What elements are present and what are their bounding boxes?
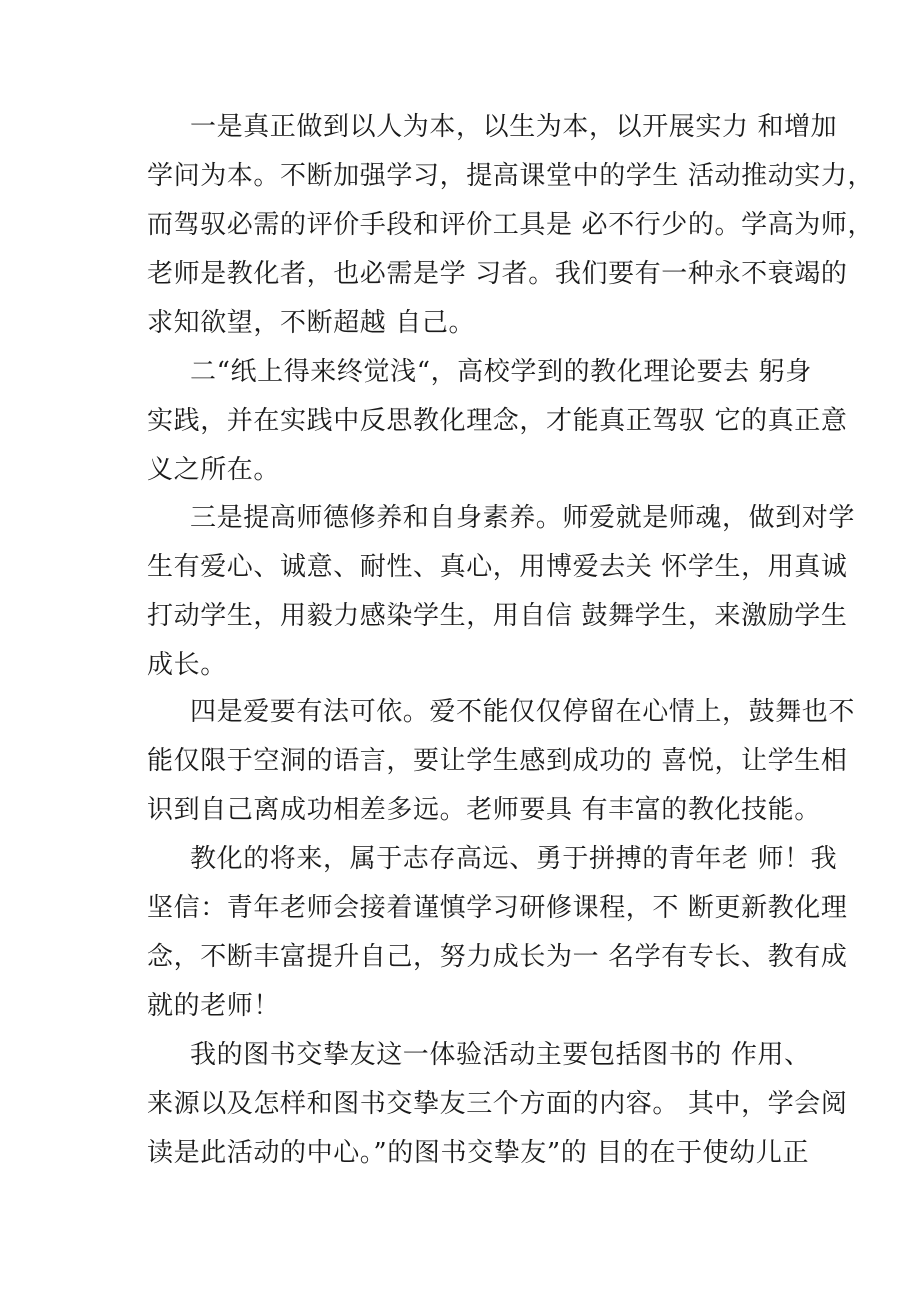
paragraph-3-line-1: 三是提高师德修养和自身素养。师爱就是师魂，做到对学 <box>190 503 856 533</box>
paragraph-1-line-5: 求知欲望，不断超越 自己。 <box>147 308 476 338</box>
paragraph-5-line-1: 教化的将来，属于志存高远、勇于拼搏的青年老 师！我 <box>190 844 838 874</box>
paragraph-2-line-1: 二“纸上得来终觉浅“，高校学到的教化理论要去 躬身 <box>190 357 812 387</box>
paragraph-4-line-2: 能仅限于空洞的语言，要让学生感到成功的 喜悦，让学生相 <box>147 746 848 776</box>
paragraph-1-line-1: 一是真正做到以人为本，以生为本，以开展实力 和增加 <box>190 112 838 142</box>
paragraph-3-line-2: 生有爱心、诚意、耐性、真心，用博爱去关 怀学生，用真诚 <box>147 552 848 582</box>
paragraph-6-line-1: 我的图书交挚友这一体验活动主要包括图书的 作用、 <box>190 1040 811 1070</box>
paragraph-6-line-2: 来源以及怎样和图书交挚友三个方面的内容。 其中，学会阅 <box>147 1089 848 1119</box>
paragraph-4-line-1: 四是爱要有法可依。爱不能仅仅停留在心情上，鼓舞也不 <box>190 697 856 727</box>
paragraph-3-line-3: 打动学生，用毅力感染学生，用自信 鼓舞学生，来激励学生 <box>147 601 848 631</box>
paragraph-5-line-4: 就的老师！ <box>147 991 281 1021</box>
paragraph-6-line-3: 读是此活动的中心。”的图书交挚友”的 目的在于使幼儿正 <box>147 1138 810 1168</box>
paragraph-1-line-3: 而驾驭必需的评价手段和评价工具是 必不行少的。学高为师， <box>147 210 875 240</box>
paragraph-3-line-4: 成长。 <box>147 650 227 680</box>
paragraph-2-line-3: 义之所在。 <box>147 455 281 485</box>
paragraph-4-line-3: 识到自己离成功相差多远。老师要具 有丰富的教化技能。 <box>147 795 821 825</box>
paragraph-5-line-3: 念，不断丰富提升自己，努力成长为一 名学有专长、教有成 <box>147 942 848 972</box>
paragraph-1-line-2: 学问为本。不断加强学习，提高课堂中的学生 活动推动实力， <box>147 161 875 191</box>
paragraph-1-line-4: 老师是教化者，也必需是学 习者。我们要有一种永不衰竭的 <box>147 259 848 289</box>
paragraph-5-line-2: 坚信：青年老师会接着谨慎学习研修课程，不 断更新教化理 <box>147 893 848 923</box>
paragraph-2-line-2: 实践，并在实践中反思教化理念，才能真正驾驭 它的真正意 <box>147 406 848 436</box>
